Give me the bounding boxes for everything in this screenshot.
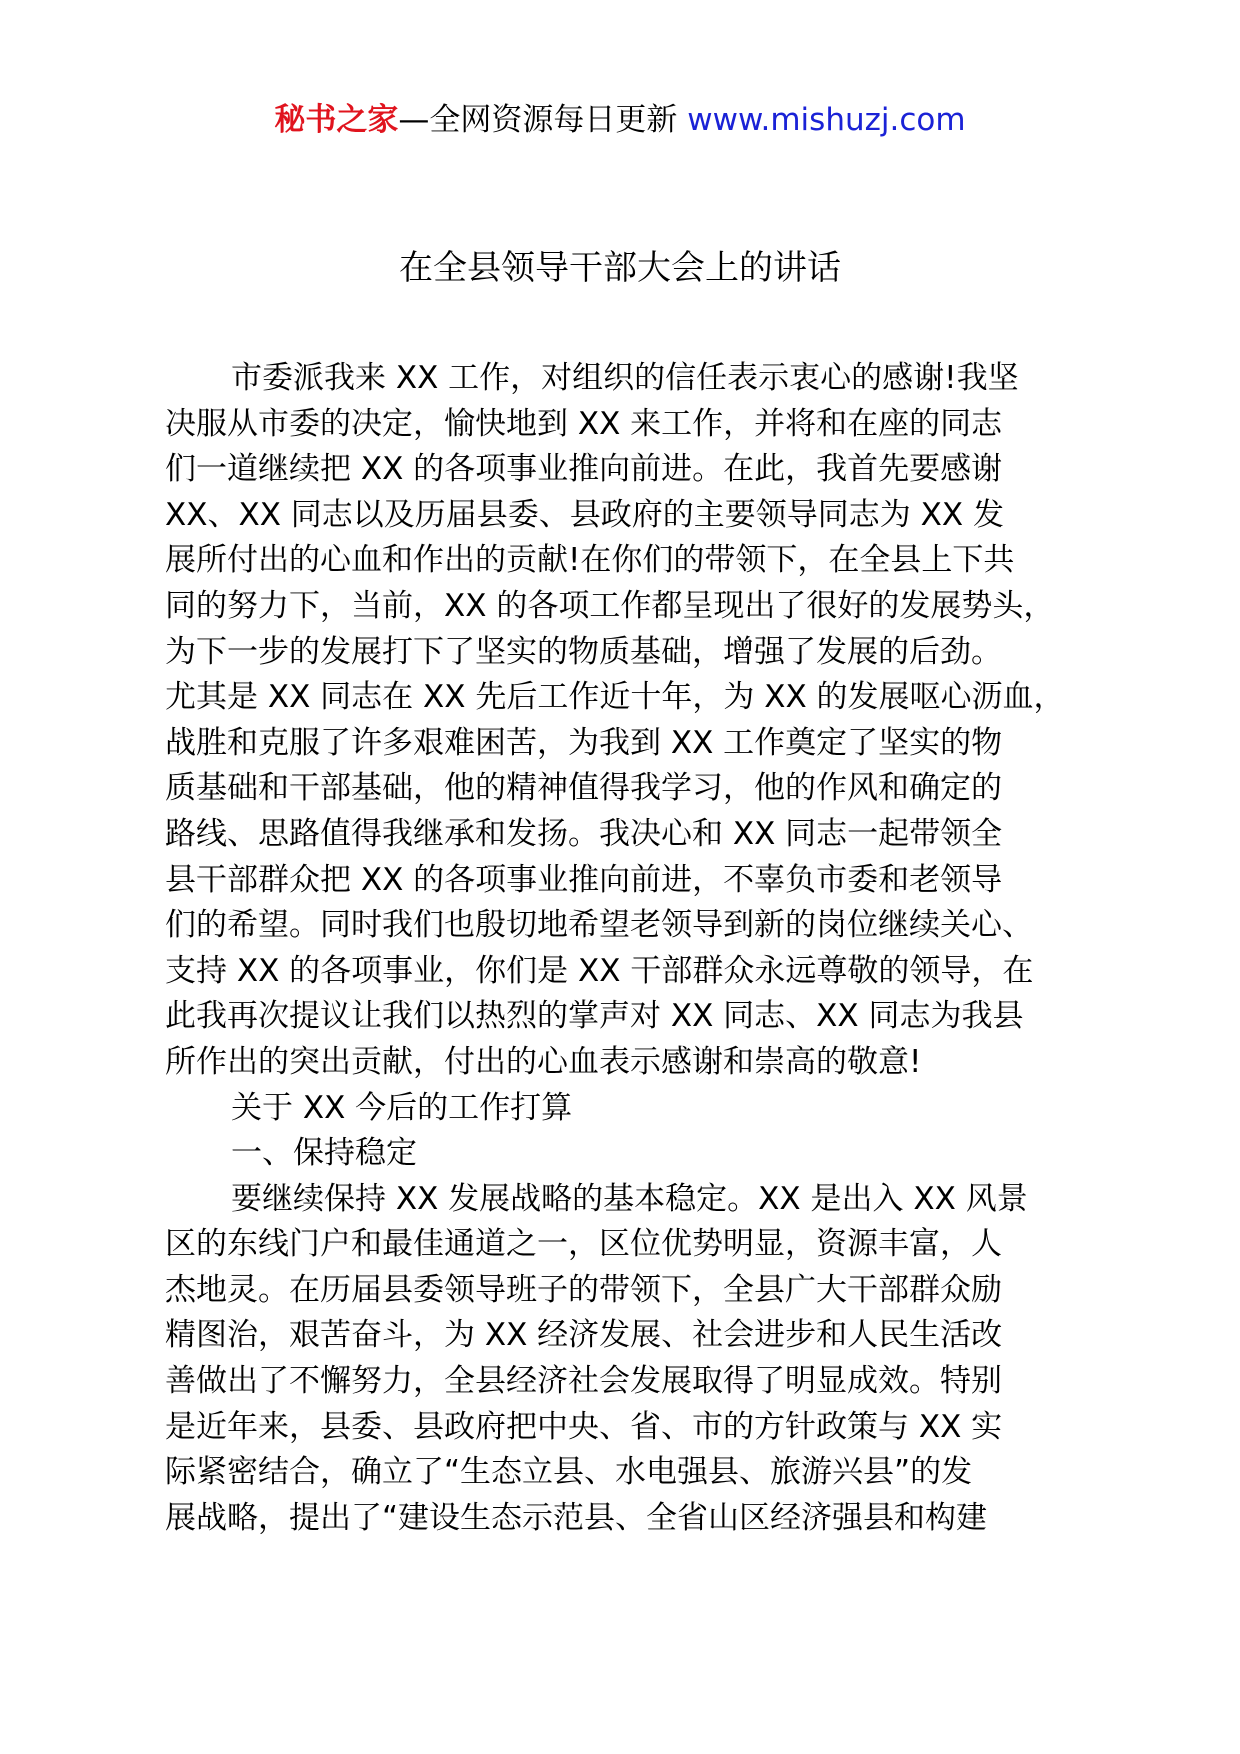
text-line: 杰地灵。在历届县委领导班子的带领下，全县广大干部群众励 (165, 1271, 1002, 1308)
text-line: 区的东线门户和最佳通道之一，区位优势明显，资源丰富，人 (165, 1226, 1002, 1263)
text-line: 善做出了不懈努力，全县经济社会发展取得了明显成效。特别 (165, 1363, 1002, 1400)
site-tagline: —全网资源每日更新 (398, 102, 688, 138)
text-line: 们的希望。同时我们也殷切地希望老领导到新的岗位继续关心、 (165, 907, 1033, 944)
text-line: XX、XX 同志以及历届县委、县政府的主要领导同志为 XX 发 (165, 496, 1004, 533)
text-line: 支持 XX 的各项事业，你们是 XX 干部群众永远尊敬的领导，在 (165, 952, 1034, 989)
text-line: 尤其是 XX 同志在 XX 先后工作近十年，为 XX 的发展呕心沥血， (165, 679, 1065, 716)
site-header (0, 98, 1240, 142)
text-line: 市委派我来 XX 工作，对组织的信任表示衷心的感谢!我坚 (231, 360, 1019, 396)
site-url-link[interactable]: www.mishuzj.com (687, 102, 966, 138)
text-line: 展战略，提出了“建设生态示范县、全省山区经济强县和构建 (165, 1499, 988, 1536)
text-line: 同的努力下，当前，XX 的各项工作都呈现出了很好的发展势头， (165, 587, 1055, 624)
text-line: 要继续保持 XX 发展战略的基本稳定。XX 是出入 XX 风景 (231, 1180, 1028, 1217)
text-line: 精图治，艰苦奋斗，为 XX 经济发展、社会进步和人民生活改 (165, 1317, 1003, 1354)
text-line: 展所付出的心血和作出的贡献!在你们的带领下，在全县上下共 (165, 542, 1015, 579)
text-line: 所作出的突出贡献，付出的心血表示感谢和崇高的敬意! (165, 1043, 922, 1080)
text-line: 决服从市委的决定，愉快地到 XX 来工作，并将和在座的同志 (165, 405, 1003, 442)
text-line: 为下一步的发展打下了坚实的物质基础，增强了发展的后劲。 (165, 633, 1002, 670)
text-line: 际紧密结合，确立了“生态立县、水电强县、旅游兴县”的发 (165, 1454, 973, 1491)
text-line: 一、保持稳定 (231, 1135, 417, 1172)
text-line: 此我再次提议让我们以热烈的掌声对 XX 同志、XX 同志为我县 (165, 998, 1024, 1035)
text-line: 战胜和克服了许多艰难困苦，为我到 XX 工作奠定了坚实的物 (165, 724, 1003, 761)
text-line: 是近年来，县委、县政府把中央、省、市的方针政策与 XX 实 (165, 1408, 1003, 1445)
text-line: 县干部群众把 XX 的各项事业推向前进，不辜负市委和老领导 (165, 861, 1003, 898)
text-line: 关于 XX 今后的工作打算 (231, 1089, 573, 1126)
text-line: 质基础和干部基础，他的精神值得我学习，他的作风和确定的 (165, 770, 1002, 807)
document-title: 在全县领导干部大会上的讲话 (399, 248, 841, 288)
text-line: 路线、思路值得我继承和发扬。我决心和 XX 同志一起带领全 (165, 815, 1003, 852)
document-body (165, 356, 1085, 1541)
site-brand: 秘书之家 (274, 102, 399, 138)
text-line: 们一道继续把 XX 的各项事业推向前进。在此，我首先要感谢 (165, 451, 1003, 488)
